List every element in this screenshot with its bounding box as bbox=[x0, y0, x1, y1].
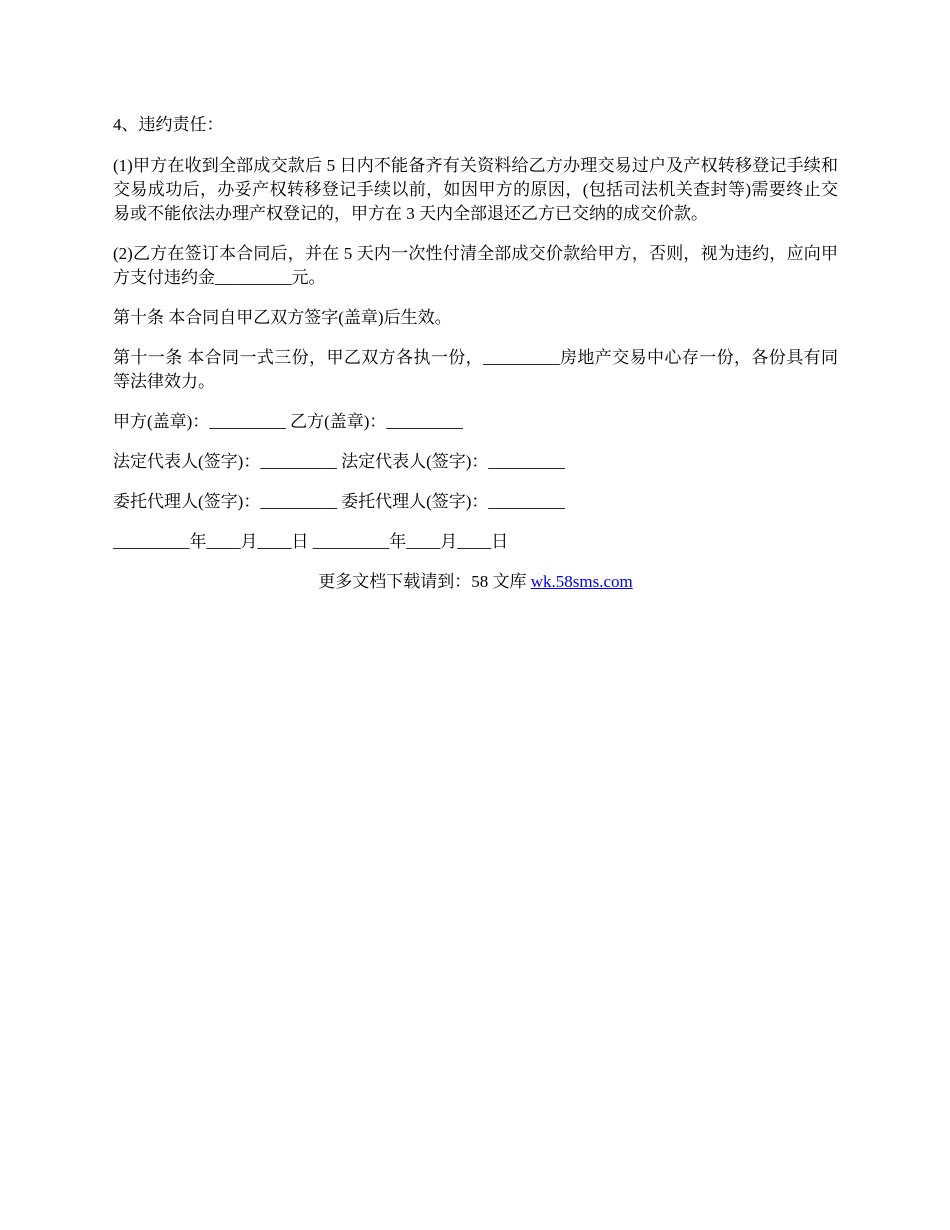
document-body bbox=[113, 113, 838, 594]
article-11: 第十一条 本合同一式三份，甲乙双方各执一份，_________房地产交易中心存一份，各份具有同等法律效力。 bbox=[113, 348, 838, 391]
clause-2: (2)乙方在签订本合同后，并在 5 天内一次性付清全部成交价款给甲方，否则，视为违约，应向甲方支付违约金_________元。 bbox=[113, 244, 838, 287]
footer-link[interactable]: wk.58sms.com bbox=[530, 572, 633, 591]
legal-representative-line: 法定代表人(签字)：_________ 法定代表人(签字)：_________ bbox=[113, 452, 565, 471]
footer bbox=[113, 570, 838, 594]
date-line: _________年____月____日 _________年____月____日 bbox=[113, 532, 509, 551]
footer-prefix: 更多文档下载请到：58 文库 bbox=[318, 572, 531, 591]
seal-signature-line: 甲方(盖章)：_________ 乙方(盖章)：_________ bbox=[113, 412, 463, 431]
section-heading: 4、违约责任： bbox=[113, 115, 224, 134]
agent-signature-line: 委托代理人(签字)：_________ 委托代理人(签字)：_________ bbox=[113, 492, 565, 511]
article-10: 第十条 本合同自甲乙双方签字(盖章)后生效。 bbox=[113, 308, 452, 327]
clause-1: (1)甲方在收到全部成交款后 5 日内不能备齐有关资料给乙方办理交易过户及产权转移登记手续和交易成功后，办妥产权转移登记手续以前，如因甲方的原因，(包括司法机关查封等)需要终止交易或不能依法办理产权登记的，甲方在 3 天内全部退还乙方已交纳的成交价款。 bbox=[113, 156, 838, 223]
